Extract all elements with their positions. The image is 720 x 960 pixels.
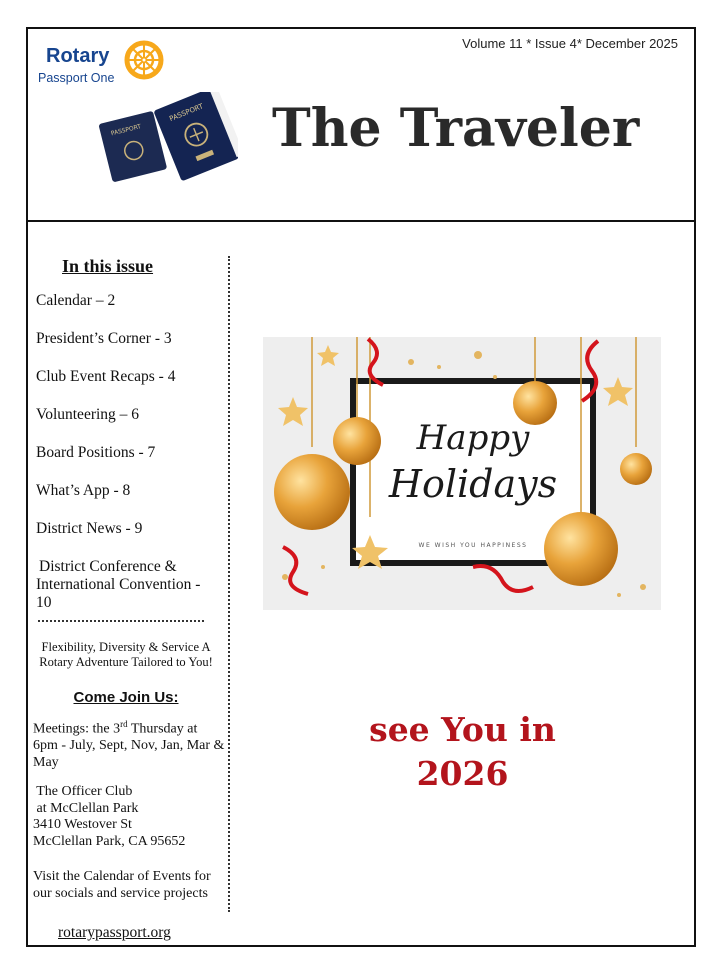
bottom-rule [26,945,696,947]
come-join-heading: Come Join Us: [73,689,179,706]
toc-item[interactable]: What’s App - 8 [36,482,131,499]
volume-issue-line: Volume 11 * Issue 4* December 2025 [462,36,678,51]
see-you-year: 2026 [416,754,509,793]
ornament [274,454,350,530]
holiday-line-happy: Happy [416,418,530,458]
venue-address [33,784,225,850]
holiday-line-holidays: Holidays [388,462,558,506]
club-tagline: Flexibility, Diversity & Service A Rotary Adventure Tailored to You! [39,640,213,669]
logo-club-name: Passport One [38,71,115,85]
svg-text:PASSPORT: PASSPORT [168,102,205,124]
toc-item[interactable]: President’s Corner - 3 [36,330,172,347]
toc-item[interactable]: Board Positions - 7 [36,444,156,461]
toc-item[interactable]: Club Event Recaps - 4 [36,368,176,385]
visit-calendar-text: Visit the Calendar of Events for our socials and service projects [33,869,211,901]
ornament [620,453,652,485]
passports-image [98,92,238,187]
logo-name: Rotary [46,45,110,67]
toc-item[interactable]: Volunteering – 6 [36,406,140,423]
venue-line: at McClellan Park [33,800,139,816]
newsletter-title: The Traveler [272,98,640,159]
venue-line: McClellan Park, CA 95652 [33,833,186,849]
see-you-line: see You in [369,710,556,749]
svg-text:PASSPORT: PASSPORT [110,123,142,138]
rotary-wheel-icon [124,40,164,80]
venue-line: 3410 Westover St [33,817,132,832]
dotted-separator [38,620,204,622]
column-divider [228,256,230,912]
meetings-info: Meetings: the 3rd Thursday at 6pm - July, Sept, Nov, Jan, Mar & May [33,719,225,770]
ornament [333,417,381,465]
toc-item[interactable]: Calendar – 2 [36,292,116,309]
holiday-small-text: WE WISH YOU HAPPINESS [418,542,528,549]
top-rule [26,27,696,29]
header-rule [26,220,696,222]
happy-holidays-image [263,337,661,610]
toc-item[interactable]: District News - 9 [36,520,143,537]
website-link[interactable]: rotarypassport.org [58,924,171,941]
toc-item[interactable]: District Conference & International Convention - 10 [36,558,201,611]
venue-line: The Officer Club [33,784,133,799]
see-you-headline [300,708,625,796]
ornament [544,512,618,586]
in-this-issue-heading: In this issue [62,256,154,276]
rotary-logo [38,40,168,92]
